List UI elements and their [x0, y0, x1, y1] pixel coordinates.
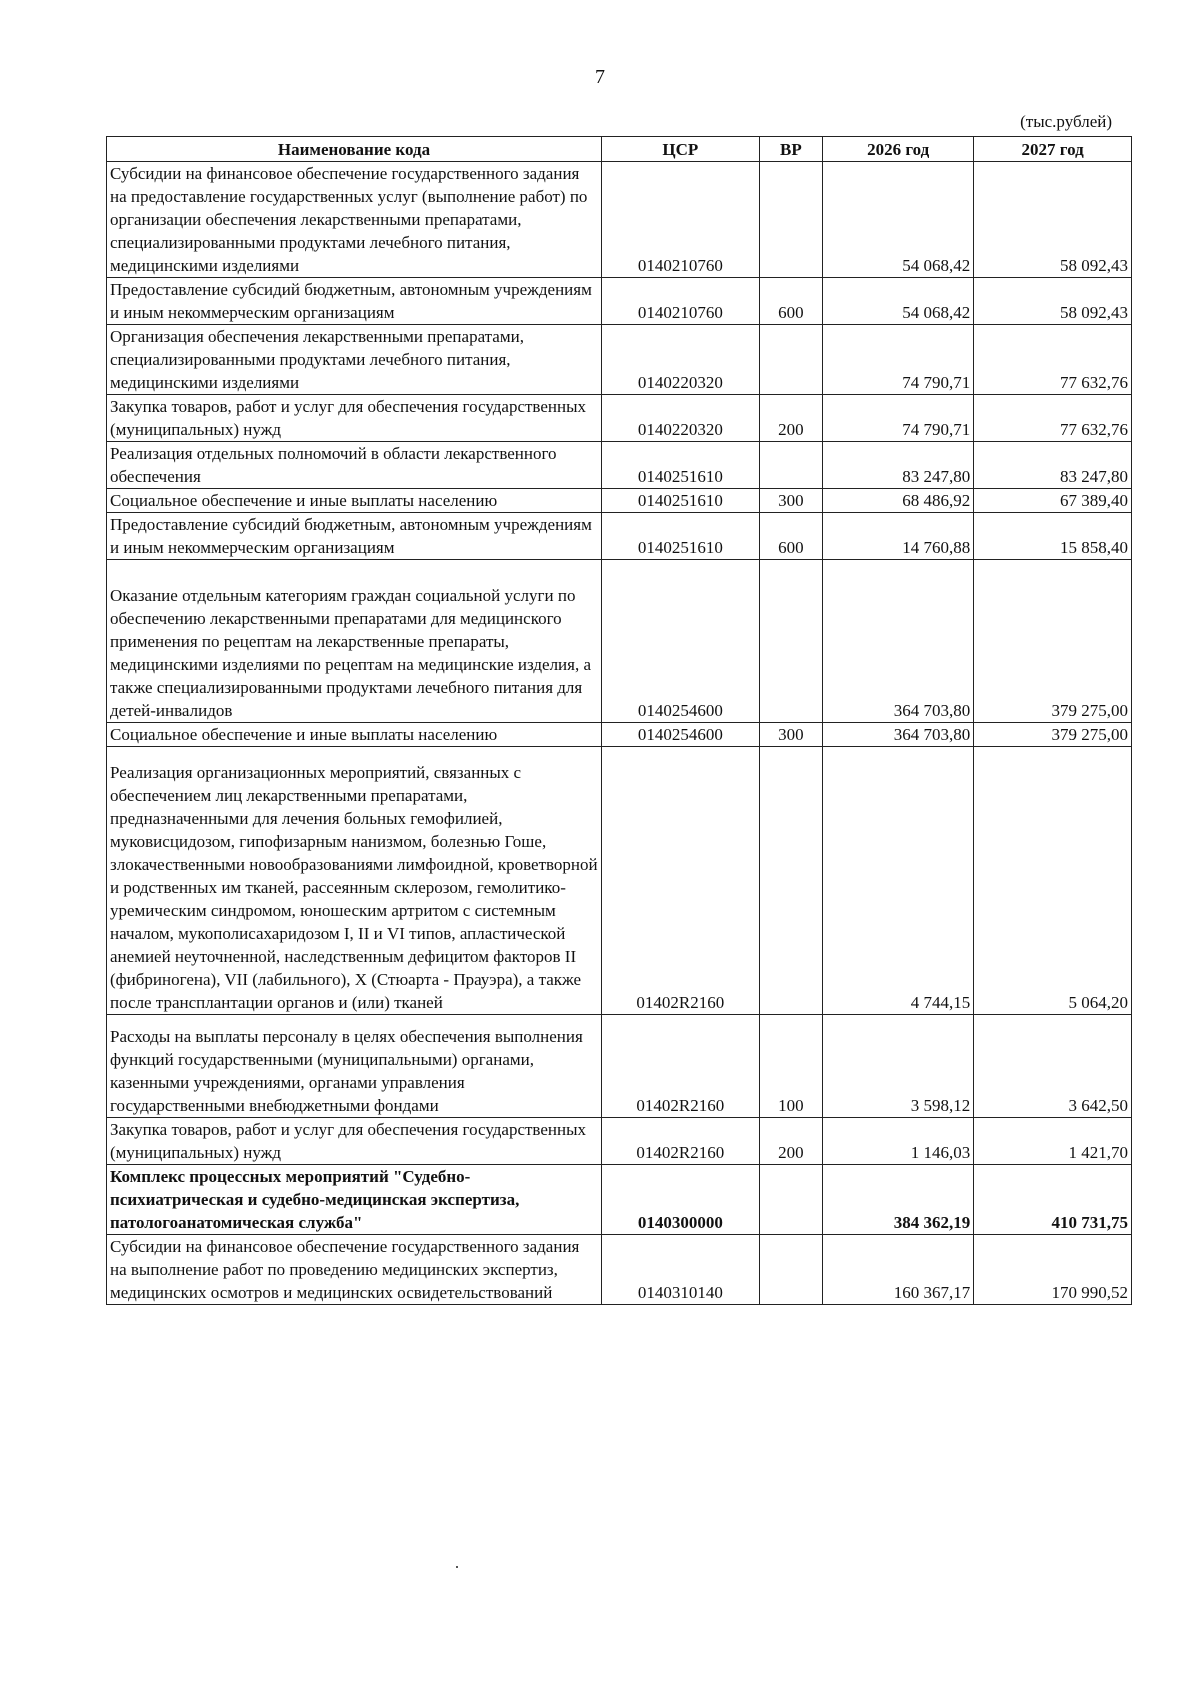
row-name: Социальное обеспечение и иные выплаты населению	[107, 723, 602, 747]
table-row	[107, 489, 1132, 513]
table-row	[107, 513, 1132, 560]
row-vr	[759, 162, 823, 278]
row-2026: 74 790,71	[823, 395, 974, 442]
row-name: Предоставление субсидий бюджетным, автономным учреждениям и иным некоммерческим организациям	[107, 513, 602, 560]
row-csr: 0140210760	[601, 162, 759, 278]
row-vr	[759, 747, 823, 1015]
row-2026: 54 068,42	[823, 278, 974, 325]
row-2026: 83 247,80	[823, 442, 974, 489]
row-csr: 0140220320	[601, 325, 759, 395]
row-2027: 58 092,43	[974, 278, 1132, 325]
row-2027: 67 389,40	[974, 489, 1132, 513]
table-row	[107, 747, 1132, 1015]
header-csr: ЦСР	[601, 137, 759, 162]
row-name: Реализация отдельных полномочий в области лекарственного обеспечения	[107, 442, 602, 489]
row-vr: 300	[759, 723, 823, 747]
row-2026: 3 598,12	[823, 1015, 974, 1118]
table-row	[107, 162, 1132, 278]
row-name: Предоставление субсидий бюджетным, автономным учреждениям и иным некоммерческим организациям	[107, 278, 602, 325]
row-csr: 01402R2160	[601, 1118, 759, 1165]
header-vr: ВР	[759, 137, 823, 162]
row-vr	[759, 560, 823, 723]
units-label: (тыс.рублей)	[1020, 112, 1112, 131]
row-vr	[759, 442, 823, 489]
row-name: Закупка товаров, работ и услуг для обеспечения государственных (муниципальных) нужд	[107, 1118, 602, 1165]
table-row	[107, 723, 1132, 747]
row-csr: 0140300000	[601, 1165, 759, 1235]
page-number: 7	[595, 66, 605, 88]
header-2027: 2027 год	[974, 137, 1132, 162]
row-2027: 1 421,70	[974, 1118, 1132, 1165]
header-name: Наименование кода	[107, 137, 602, 162]
row-name: Субсидии на финансовое обеспечение государственного задания на выполнение работ по проведению медицинских экспертиз, медицинских осмотров и медицинских освидетельствований	[107, 1235, 602, 1305]
row-csr: 0140251610	[601, 489, 759, 513]
table-header-row	[107, 137, 1132, 162]
row-2027: 5 064,20	[974, 747, 1132, 1015]
row-vr: 100	[759, 1015, 823, 1118]
row-name: Реализация организационных мероприятий, связанных с обеспечением лиц лекарственными препаратами, предназначенными для лечения больных гемофилией, муковисцидозом, гипофизарным нанизмом, болезнью Гоше, злокачественными новообразованиями лимфоидной, кроветворной и родственных им тканей, рассеянным склерозом, гемолитико-уремическим синдромом, юношеским артритом с системным началом, мукополисахаридозом I, II и VI типов, апластической анемией неуточненной, наследственным дефицитом факторов II (фибриногена), VII (лабильного), X (Стюарта - Прауэра), а также после трансплантации органов и (или) тканей	[107, 747, 602, 1015]
row-vr	[759, 1165, 823, 1235]
row-csr: 01402R2160	[601, 747, 759, 1015]
table-row	[107, 1118, 1132, 1165]
row-2027: 410 731,75	[974, 1165, 1132, 1235]
row-2026: 1 146,03	[823, 1118, 974, 1165]
row-name: Социальное обеспечение и иные выплаты населению	[107, 489, 602, 513]
row-csr: 0140251610	[601, 513, 759, 560]
row-2027: 15 858,40	[974, 513, 1132, 560]
row-2027: 83 247,80	[974, 442, 1132, 489]
row-csr: 0140254600	[601, 560, 759, 723]
table-row	[107, 325, 1132, 395]
row-vr	[759, 1235, 823, 1305]
row-vr	[759, 325, 823, 395]
row-csr: 01402R2160	[601, 1015, 759, 1118]
row-2026: 384 362,19	[823, 1165, 974, 1235]
row-csr: 0140310140	[601, 1235, 759, 1305]
row-2026: 54 068,42	[823, 162, 974, 278]
row-name: Оказание отдельным категориям граждан социальной услуги по обеспечению лекарственными препаратами для медицинского применения по рецептам на лекарственные препараты, медицинскими изделиями по рецептам на медицинские изделия, а также специализированными продуктами лечебного питания для детей-инвалидов	[107, 560, 602, 723]
row-vr: 600	[759, 278, 823, 325]
row-2027: 379 275,00	[974, 723, 1132, 747]
row-csr: 0140220320	[601, 395, 759, 442]
row-name: Субсидии на финансовое обеспечение государственного задания на предоставление государственных услуг (выполнение работ) по организации обеспечения лекарственными препаратами, специализированными продуктами лечебного питания, медицинскими изделиями	[107, 162, 602, 278]
row-2026: 74 790,71	[823, 325, 974, 395]
row-vr: 200	[759, 395, 823, 442]
row-2026: 14 760,88	[823, 513, 974, 560]
row-vr: 300	[759, 489, 823, 513]
row-2026: 4 744,15	[823, 747, 974, 1015]
table-row	[107, 560, 1132, 723]
row-name: Организация обеспечения лекарственными препаратами, специализированными продуктами лечебного питания, медицинскими изделиями	[107, 325, 602, 395]
header-2026: 2026 год	[823, 137, 974, 162]
table-row	[107, 1015, 1132, 1118]
row-name: Комплекс процессных мероприятий "Судебно-психиатрическая и судебно-медицинская экспертиза, патологоанатомическая служба"	[107, 1165, 602, 1235]
table-row-section	[107, 1165, 1132, 1235]
row-2027: 3 642,50	[974, 1015, 1132, 1118]
row-2027: 77 632,76	[974, 325, 1132, 395]
row-2027: 58 092,43	[974, 162, 1132, 278]
budget-table	[106, 136, 1132, 1305]
table-row	[107, 1235, 1132, 1305]
row-2026: 364 703,80	[823, 723, 974, 747]
row-2026: 364 703,80	[823, 560, 974, 723]
row-2027: 77 632,76	[974, 395, 1132, 442]
row-vr: 600	[759, 513, 823, 560]
row-name: Расходы на выплаты персоналу в целях обеспечения выполнения функций государственными (муниципальными) органами, казенными учреждениями, органами управления государственными внебюджетными фондами	[107, 1015, 602, 1118]
row-2027: 170 990,52	[974, 1235, 1132, 1305]
row-2027: 379 275,00	[974, 560, 1132, 723]
table-row	[107, 278, 1132, 325]
table-row	[107, 395, 1132, 442]
row-2026: 68 486,92	[823, 489, 974, 513]
row-vr: 200	[759, 1118, 823, 1165]
row-2026: 160 367,17	[823, 1235, 974, 1305]
row-name: Закупка товаров, работ и услуг для обеспечения государственных (муниципальных) нужд	[107, 395, 602, 442]
row-csr: 0140254600	[601, 723, 759, 747]
table-row	[107, 442, 1132, 489]
row-csr: 0140210760	[601, 278, 759, 325]
row-csr: 0140251610	[601, 442, 759, 489]
scan-speck	[456, 1566, 458, 1568]
